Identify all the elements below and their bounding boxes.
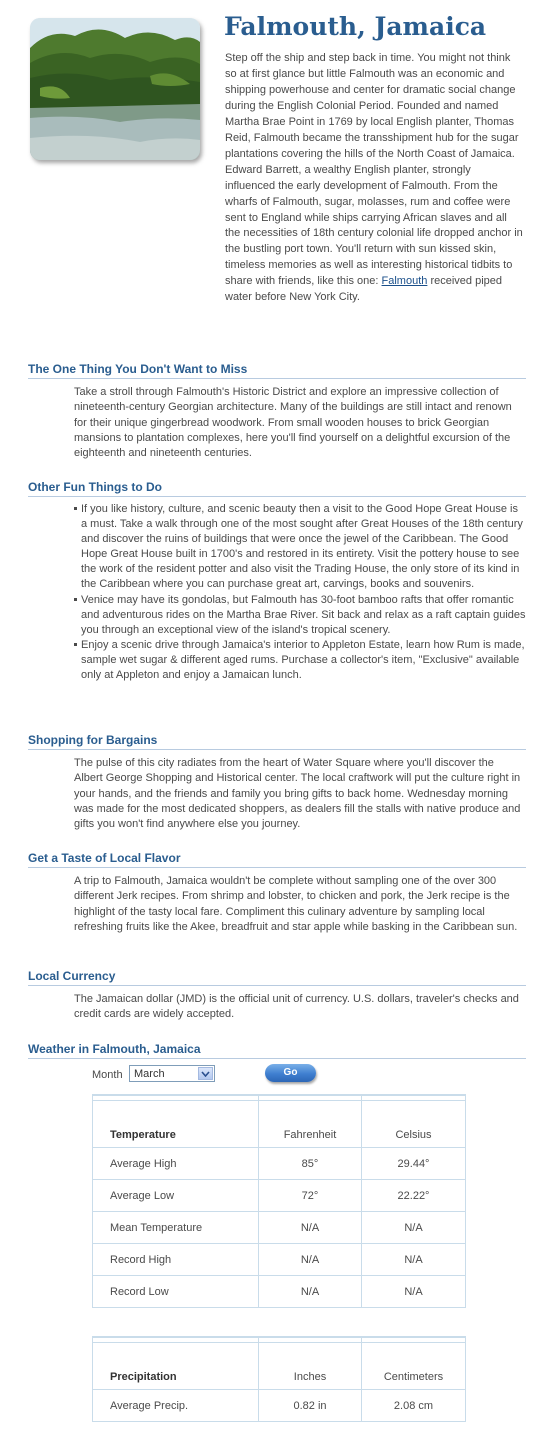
table-cell: Average Precip. (93, 1390, 259, 1422)
table-cell: Average High (93, 1148, 259, 1180)
table-cell: N/A (362, 1212, 466, 1244)
page-title: Falmouth, Jamaica (224, 12, 487, 41)
list-item: Enjoy a scenic drive through Jamaica's interior to Appleton Estate, learn how Rum is made, sample wet sugar & different aged rums. Purchase a collector's item, "Exclusive" available only at Appleton and enjoy a Jamaican lunch. (74, 638, 526, 683)
intro-paragraph (225, 51, 523, 306)
precipitation-table (92, 1336, 466, 1422)
table-header: Celsius (362, 1101, 466, 1148)
table-row (93, 1148, 466, 1180)
month-select[interactable] (129, 1065, 215, 1082)
table-header: Temperature (93, 1101, 259, 1148)
intro-text-after: received piped water before New York City. (225, 275, 502, 304)
section-heading-shopping: Shopping for Bargains (28, 733, 526, 750)
river-photo (30, 18, 200, 160)
table-row (93, 1390, 466, 1422)
table-row (93, 1180, 466, 1212)
section-heading-dont-miss: The One Thing You Don't Want to Miss (28, 362, 526, 379)
chevron-down-icon[interactable] (198, 1067, 213, 1080)
table-cell: 29.44° (362, 1148, 466, 1180)
currency-text: The Jamaican dollar (JMD) is the official unit of currency. U.S. dollars, traveler's checks and credit cards are widely accepted. (74, 993, 519, 1021)
table-header-row (93, 1343, 466, 1390)
table-cell: Average Low (93, 1180, 259, 1212)
table-cell: 22.22° (362, 1180, 466, 1212)
go-button[interactable]: Go (265, 1064, 316, 1082)
local-flavor-text: A trip to Falmouth, Jamaica wouldn't be complete without sampling one of the over 300 different Jerk recipes. From shrimp and lobster, to chicken and pork, the Jerk recipe is the highlight of the tasty local fare. Compliment this culinary adventure by sampling local refreshing fruits like the Akee, breadfruit and star apple while basking in the Caribbean sun. (74, 875, 518, 933)
table-cell: N/A (362, 1276, 466, 1308)
table-row (93, 1276, 466, 1308)
dont-miss-text: Take a stroll through Falmouth's Historic District and explore an impressive collection of nineteenth-century Georgian architecture. Many of the buildings are still intact and renown for their unique gingerbread woodwork. From small wooden houses to brick Georgian mansions to plantation complexes, here you'll find yourself on a delightful excursion of the eighteenth and nineteenth centuries. (74, 386, 512, 460)
river-photo-drawing (30, 18, 200, 160)
temperature-table (92, 1094, 466, 1308)
table-header: Centimeters (362, 1343, 466, 1390)
fun-things-list (74, 502, 526, 683)
table-row (93, 1212, 466, 1244)
section-heading-local-flavor: Get a Taste of Local Flavor (28, 851, 526, 868)
section-heading-weather: Weather in Falmouth, Jamaica (28, 1042, 526, 1059)
list-item: If you like history, culture, and scenic beauty then a visit to the Good Hope Great House is a must. Take a walk through one of the most sought after Great Houses of the 18th century and discover the ruins of buildings that were once the jewel of the Caribbean. The Good Hope Great House built in 1700's and restored in its entirety. Visit the pottery house to see the work of the resident potter and also visit the Trading House, the only store of its kind in the Caribbean where you can purchase great art, carvings, books and souvenirs. (74, 502, 526, 593)
section-heading-fun-things: Other Fun Things to Do (28, 480, 526, 497)
table-row (93, 1244, 466, 1276)
table-cell: N/A (259, 1212, 362, 1244)
month-select-value: March (134, 1068, 165, 1080)
section-heading-currency: Local Currency (28, 969, 526, 986)
table-cell: N/A (259, 1276, 362, 1308)
table-cell: Record Low (93, 1276, 259, 1308)
table-header: Inches (259, 1343, 362, 1390)
table-header: Fahrenheit (259, 1101, 362, 1148)
falmouth-link[interactable]: Falmouth (381, 275, 428, 288)
month-label: Month (92, 1069, 123, 1081)
table-cell: Mean Temperature (93, 1212, 259, 1244)
table-cell: 0.82 in (259, 1390, 362, 1422)
table-header-row (93, 1101, 466, 1148)
shopping-text: The pulse of this city radiates from the heart of Water Square where you'll discover the Albert George Shopping and Historical center. The local craftwork will put the culture right in your hands, and the friends and family you bring gifts to back home. Wednesday morning was made for the most dedicated shoppers, as dealers fill the stalls with native produce and gifts you won't find anywhere else you journey. (74, 757, 521, 831)
table-cell: N/A (362, 1244, 466, 1276)
table-cell: Record High (93, 1244, 259, 1276)
table-cell: N/A (259, 1244, 362, 1276)
list-item: Venice may have its gondolas, but Falmouth has 30-foot bamboo rafts that offer romantic and adventurous rides on the Martha Brae River. Sit back and relax as a raft captain guides you through an exceptional view of the island's tropical scenery. (74, 593, 526, 638)
table-cell: 72° (259, 1180, 362, 1212)
table-cell: 85° (259, 1148, 362, 1180)
table-header: Precipitation (93, 1343, 259, 1390)
intro-text-before: Step off the ship and step back in time. You might not think so at first glance but little Falmouth was an economic and shipping powerhouse and center for dramatic social change during the English Colonial Period. Founded and named Martha Brae Point in 1769 by local English planter, Thomas Reid, Falmouth became the transshipment hub for the sugar plantations covering the hills of the North Coast of Jamaica. Edward Barrett, a wealthy English planter, strongly influenced the early development of Falmouth. From the wharfs of Falmouth, sugar, molasses, rum and coffee were sent to England while ships carrying African slaves and all the necessities of 18th century colonial life dropped anchor in the bustling port town. You'll return with sun kissed skin, timeless memories as well as interesting historical tidbits to share with friends, like this one: (225, 52, 523, 288)
table-cell: 2.08 cm (362, 1390, 466, 1422)
